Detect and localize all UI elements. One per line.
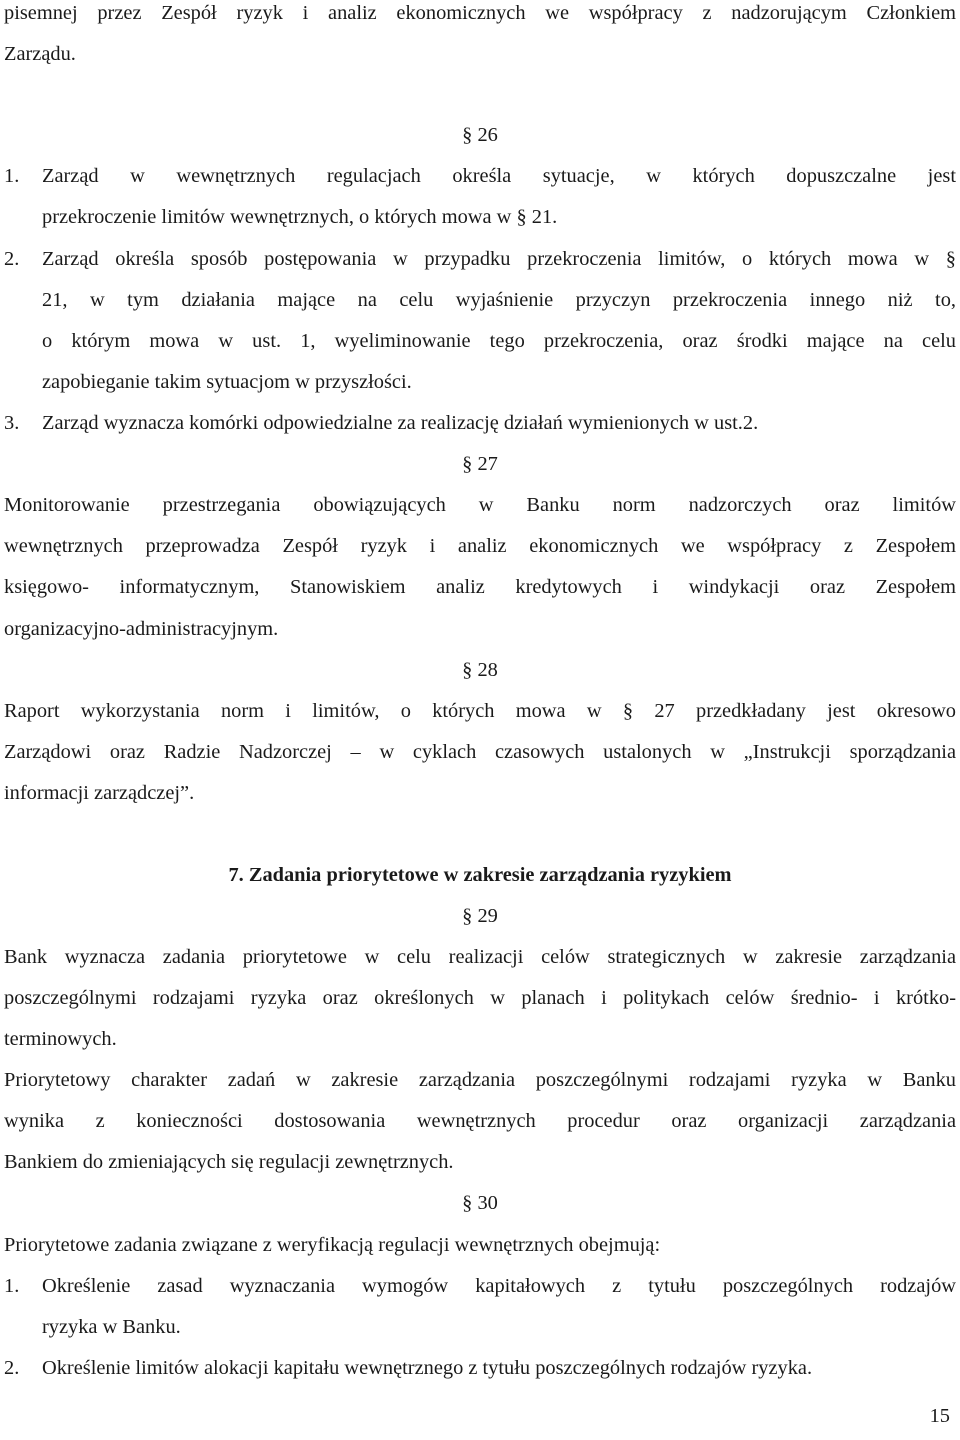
s26-item-2-line-1: Zarząd określa sposób postępowania w przypadku przekroczenia limitów, o których mowa w § xyxy=(42,248,956,270)
document-page xyxy=(4,0,956,1440)
section-28-header: § 28 xyxy=(462,659,498,681)
s26-item-2-line-3: o którym mowa w ust. 1, wyeliminowanie tego przekroczenia, oraz środki mające na celu xyxy=(42,330,956,352)
s29-p2-line-1: Priorytetowy charakter zadań w zakresie zarządzania poszczególnymi rodzajami ryzyka w Banku xyxy=(4,1069,956,1091)
s30-intro: Priorytetowe zadania związane z weryfikacją regulacji wewnętrznych obejmują: xyxy=(4,1234,661,1256)
s28-line-1: Raport wykorzystania norm i limitów, o których mowa w § 27 przedkładany jest okresowo xyxy=(4,700,956,722)
s26-item-1-line-2: przekroczenie limitów wewnętrznych, o których mowa w § 21. xyxy=(42,206,558,228)
s29-p2-line-3: Bankiem do zmieniających się regulacji zewnętrznych. xyxy=(4,1151,454,1173)
s28-line-2: Zarządowi oraz Radzie Nadzorczej – w cyklach czasowych ustalonych w „Instrukcji sporządzania xyxy=(4,741,956,763)
s26-item-1-line-1: Zarząd w wewnętrznych regulacjach określa sytuacje, w których dopuszczalne jest xyxy=(42,165,956,187)
s30-item-1-line-1: Określenie zasad wyznaczania wymogów kapitałowych z tytułu poszczególnych rodzajów xyxy=(42,1275,956,1297)
s27-line-1: Monitorowanie przestrzegania obowiązujących w Banku norm nadzorczych oraz limitów xyxy=(4,494,956,516)
section-26-header: § 26 xyxy=(462,124,498,146)
s30-item-1-number: 1. xyxy=(4,1275,20,1297)
s30-item-2-line-1: Określenie limitów alokacji kapitału wewnętrznego z tytułu poszczególnych rodzajów ryzyka. xyxy=(42,1357,813,1379)
s29-p1-line-3: terminowych. xyxy=(4,1028,117,1050)
s27-line-4: organizacyjno-administracyjnym. xyxy=(4,618,279,640)
chapter-7-title: 7. Zadania priorytetowe w zakresie zarządzania ryzykiem xyxy=(228,864,732,886)
s26-item-3-number: 3. xyxy=(4,412,20,434)
section-27-header: § 27 xyxy=(462,453,498,475)
intro-line-1: pisemnej przez Zespół ryzyk i analiz ekonomicznych we współpracy z nadzorującym Członkiem xyxy=(4,2,956,24)
s29-p1-line-1: Bank wyznacza zadania priorytetowe w celu realizacji celów strategicznych w zakresie zarządzania xyxy=(4,946,956,968)
s27-line-2: wewnętrznych przeprowadza Zespół ryzyk i analiz ekonomicznych we współpracy z Zespołem xyxy=(4,535,956,557)
s26-item-1-number: 1. xyxy=(4,165,20,187)
s26-item-2-line-2: 21, w tym działania mające na celu wyjaśnienie przyczyn przekroczenia innego niż to, xyxy=(42,289,956,311)
section-30-header: § 30 xyxy=(462,1192,498,1214)
s28-line-3: informacji zarządczej”. xyxy=(4,782,195,804)
intro-line-2: Zarządu. xyxy=(4,43,76,65)
section-29-header: § 29 xyxy=(462,905,498,927)
page-number: 15 xyxy=(929,1405,950,1427)
s27-line-3: księgowo- informatycznym, Stanowiskiem analiz kredytowych i windykacji oraz Zespołem xyxy=(4,576,956,598)
s29-p2-line-2: wynika z konieczności dostosowania wewnętrznych procedur oraz organizacji zarządzania xyxy=(4,1110,956,1132)
s30-item-2-number: 2. xyxy=(4,1357,20,1379)
s29-p1-line-2: poszczególnymi rodzajami ryzyka oraz określonych w planach i politykach celów średnio- i krótko- xyxy=(4,987,956,1009)
s26-item-2-number: 2. xyxy=(4,248,20,270)
s26-item-3-line-1: Zarząd wyznacza komórki odpowiedzialne za realizację działań wymienionych w ust.2. xyxy=(42,412,759,434)
s26-item-2-line-4: zapobieganie takim sytuacjom w przyszłości. xyxy=(42,371,412,393)
s30-item-1-line-2: ryzyka w Banku. xyxy=(42,1316,181,1338)
